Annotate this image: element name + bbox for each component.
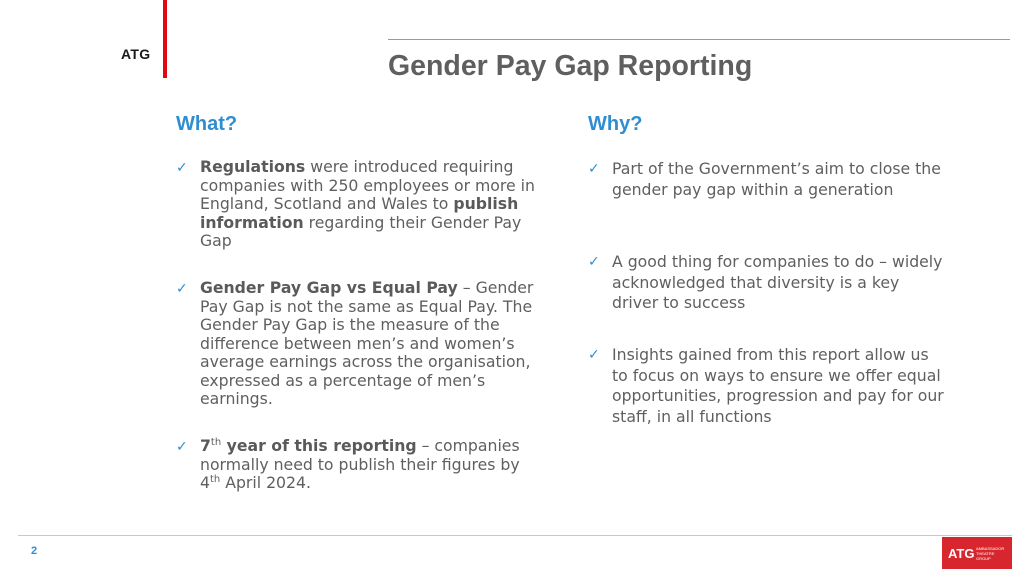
atg-badge-subtitle: AMBASSADOR THEATRE GROUP [976, 545, 1005, 561]
bullet-text: 7th year of this reporting – companies normally need to publish their figures by 4th April 2024. [200, 436, 520, 492]
atg-badge-text: ATG [948, 545, 975, 561]
check-icon: ✓ [176, 281, 188, 297]
what-bullet-regulations [176, 158, 536, 251]
why-bullet-government-aim [588, 159, 948, 200]
why-bullet-good-thing [588, 252, 948, 314]
page-number: 2 [31, 545, 38, 557]
check-icon: ✓ [176, 160, 188, 176]
footer-divider [18, 535, 1012, 536]
atg-logo: ATG [121, 46, 151, 62]
bullet-text: Regulations were introduced requiring companies with 250 employees or more in England, Scotland and Wales to publish information regarding their Gender Pay Gap [200, 157, 535, 250]
atg-footer-logo [942, 537, 1012, 569]
check-icon: ✓ [588, 254, 600, 270]
what-heading: What? [176, 113, 238, 135]
check-icon: ✓ [176, 439, 188, 455]
brand-red-bar [163, 0, 167, 78]
bullet-text: Insights gained from this report allow us to focus on ways to ensure we offer equal opportunities, progression and pay for our staff, in all functions [612, 345, 944, 426]
bullet-text: Gender Pay Gap vs Equal Pay – Gender Pay Gap is not the same as Equal Pay. The Gender Pay Gap is the measure of the difference between men’s and women’s average earnings across the organisation, expressed as a percentage of men’s earnings. [200, 278, 534, 408]
page-title: Gender Pay Gap Reporting [388, 50, 753, 82]
title-divider [388, 39, 1010, 40]
why-heading: Why? [588, 113, 643, 135]
bullet-text: Part of the Government’s aim to close the gender pay gap within a generation [612, 159, 941, 199]
bullet-text: A good thing for companies to do – widely acknowledged that diversity is a key driver to success [612, 252, 943, 312]
check-icon: ✓ [588, 161, 600, 177]
what-bullet-gpg-vs-equal-pay [176, 279, 536, 409]
check-icon: ✓ [588, 347, 600, 363]
why-bullet-insights [588, 345, 948, 427]
what-bullet-reporting-year [176, 437, 536, 493]
